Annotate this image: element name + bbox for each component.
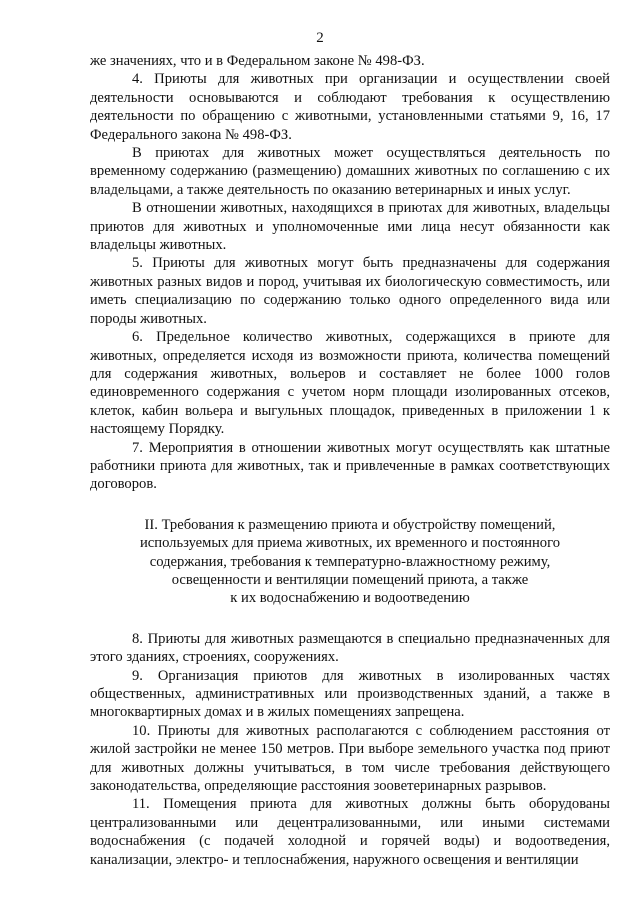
paragraph-7: 7. Мероприятия в отношении животных могут осуществлять как штатные работники приюта для животных, так и привлеченные в рамках соответствующих договоров. (90, 439, 610, 493)
paragraph-10: 10. Приюты для животных располагаются с соблюдением расстояния от жилой застройки не менее 150 метров. При выборе земельного участка под приют для животных должны учитываться, в том числе требования действующего законодательства, определяющие расстояния зооветеринарных разрывов. (90, 722, 610, 795)
paragraph-continuation: же значениях, что и в Федеральном законе № 498-ФЗ. (90, 53, 425, 69)
paragraph-4-owner-duties: В отношении животных, находящихся в приютах для животных, владельцы приютов для животных и уполномоченные ими лица несут обязанности как владельцы животных. (90, 200, 610, 254)
page-number: 2 (316, 30, 324, 46)
section-heading (102, 516, 598, 608)
paragraph-5: 5. Приюты для животных могут быть предназначены для содержания животных разных видов и пород, учитывая их биологическую совместимость, или иметь специализацию по содержанию только одного определенного вида или породы животных. (90, 255, 610, 327)
paragraph-9: 9. Организация приютов для животных в изолированных частях общественных, административных или производственных зданий, а также в многоквартирных домах и в жилых помещениях запрещена. (90, 667, 610, 721)
heading-line: освещенности и вентиляции помещений приюта, а также (171, 571, 529, 588)
document-body (90, 52, 610, 869)
heading-line: II. Требования к размещению приюта и обустройству помещений, (144, 516, 556, 533)
paragraph-4: 4. Приюты для животных при организации и осуществлении своей деятельности основываются и соблюдают требования к осуществлению деятельности по обращению с животными, установленными статьями 9, 16, 17 Федерального закона № 498-ФЗ. (90, 71, 610, 143)
paragraph-11: 11. Помещения приюта для животных должны быть оборудованы централизованными или децентрализованными, или иными системами водоснабжения (с подачей холодной и горячей воды) и водоотведения, канализации, электро- и теплоснабжения, наружного освещения и вентиляции (90, 796, 610, 868)
paragraph-4-temporary-keeping: В приютах для животных может осуществляться деятельность по временному содержанию (размещению) домашних животных по соглашению с их владельцами, а также деятельность по оказанию ветеринарных и иных услуг. (90, 145, 610, 198)
paragraph-6: 6. Предельное количество животных, содержащихся в приюте для животных, определяется исходя из возможности приюта, количества помещений для содержания животных, вольеров и составляет не более 1000 голов единовременного содержания с учетом норм площади изолированных отсеков, клеток, кабин вольера и выгульных площадок, приведенных в приложении 1 к настоящему Порядку. (90, 329, 610, 438)
heading-line: используемых для приема животных, их временного и постоянного (139, 535, 561, 552)
heading-line: к их водоснабжению и водоотведению (230, 590, 470, 607)
paragraph-8: 8. Приюты для животных размещаются в специально предназначенных для этого зданиях, строениях, сооружениях. (90, 630, 610, 666)
heading-line: содержания, требования к температурно-влажностному режиму, (149, 553, 551, 570)
